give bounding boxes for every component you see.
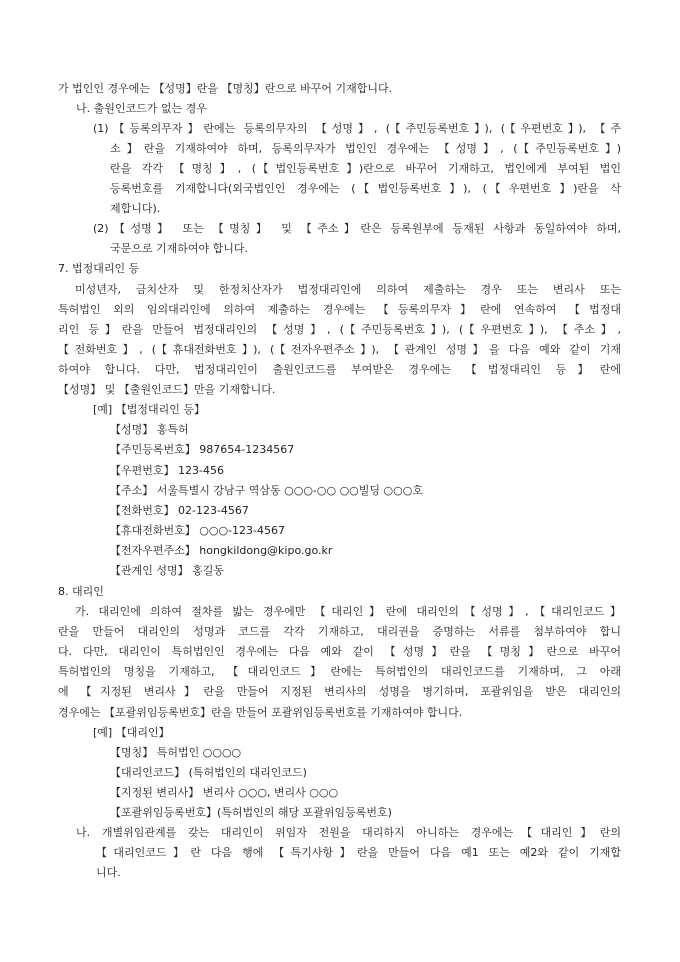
text-line: (2)【성명】 또는 【명칭】 및 【주소】란은 등록원부에 등재된 사항과 동일하여야 하며, xyxy=(93,222,621,235)
text-line: 하여야 합니다. 다만, 법정대리인이 출원인코드를 부여받은 경우에는 【법정대리인 등】란에 xyxy=(58,363,621,376)
example-line: 【포괄위임등록번호】(특허법인의 해당 포괄위임등록번호) xyxy=(110,806,392,819)
text-line: 니다. xyxy=(96,866,121,879)
example-label: [예] 【법정대리인 등】 xyxy=(93,403,205,416)
example-line: 【전자우편주소】 hongkildong@kipo.go.kr xyxy=(110,544,333,557)
example-line: 【주민등록번호】 987654-1234567 xyxy=(110,443,295,456)
example-line: 【우편번호】 123-456 xyxy=(110,464,224,477)
section-heading: 나. 출원인코드가 없는 경우 xyxy=(76,102,207,115)
example-line: 【성명】 홍특허 xyxy=(110,423,189,436)
text-line: 란을 각각 【명칭】, (【법인등록번호】)란으로 바꾸어 기재하고, 법인에게 부여된 법인 xyxy=(110,162,621,175)
text-line: 특허법인의 명칭을 기재하고, 【대리인코드】란에는 특허법인의 대리인코드를 기재하며, 그 아래 xyxy=(58,665,621,678)
text-line: 【성명】 및 【출원인코드】만을 기재합니다. xyxy=(58,383,276,396)
text-line: 가. 대리인에 의하여 절차를 밟는 경우에만 【대리인】란에 대리인의【성명】,【대리인코드】 xyxy=(75,605,621,618)
example-line: 【전화번호】 02-123-4567 xyxy=(110,504,249,517)
text-line: 란을 만들어 대리인의 성명과 코드를 각각 기재하고, 대리권을 증명하는 서류를 첨부하여야 합니 xyxy=(58,625,621,638)
text-line: 등록번호를 기재합니다(외국법인인 경우에는 (【법인등록번호】), (【우편번호】)란을 삭 xyxy=(110,182,621,195)
text-line: 에 【지정된 변리사】란을 만들어 지정된 변리사의 성명을 병기하며, 포괄위임을 받은 대리인의 xyxy=(58,685,621,698)
text-line: 국문으로 기재하여야 합니다. xyxy=(110,242,249,255)
section-heading: 7. 법정대리인 등 xyxy=(58,262,140,275)
example-line: 【대리인코드】 (특허법인의 대리인코드) xyxy=(110,766,307,779)
text-line: 【대리인코드】란 다음 행에 【특기사항】란을 만들어 다음 예1 또는 예2와 같이 기재합 xyxy=(96,846,621,859)
text-line: 소】란을 기재하여야 하며, 등록의무자가 법인인 경우에는 【성명】, (【주민등록번호】) xyxy=(110,142,621,155)
text-line: 제합니다). xyxy=(110,202,161,215)
text-line: 다. 다만, 대리인이 특허법인인 경우에는 다음 예와 같이 【성명】란을 【명칭】란으로 바꾸어 xyxy=(58,645,621,658)
text-line: (1)【등록의무자】란에는 등록의무자의 【성명】, (【주민등록번호】), (【우편번호】), 【주 xyxy=(93,122,621,135)
text-line: 리인 등】란을 만들어 법정대리인의 【성명】, (【주민등록번호】), (【우편번호】), 【주소】, xyxy=(58,323,621,336)
text-line: 미성년자, 금치산자 및 한정치산자가 법정대리인에 의하여 제출하는 경우 또는 변리사 또는 xyxy=(75,283,621,296)
text-line: 가 법인인 경우에는 【성명】란을 【명칭】란으로 바꾸어 기재합니다. xyxy=(58,82,393,95)
example-line: 【휴대전화번호】 ○○○-123-4567 xyxy=(110,524,285,537)
example-line: 【주소】 서울특별시 강남구 역삼동 ○○○-○○ ○○빌딩 ○○○호 xyxy=(110,484,423,497)
example-line: 【명칭】 특허법인 ○○○○ xyxy=(110,746,242,759)
text-line: 【전화번호】, (【휴대전화번호】), (【전자우편주소】), 【관계인 성명】을 다음 예와 같이 기재 xyxy=(58,343,621,356)
example-label: [예] 【대리인】 xyxy=(93,726,170,739)
section-heading: 8. 대리인 xyxy=(58,585,104,598)
example-line: 【관계인 성명】 홍길동 xyxy=(110,564,225,577)
example-line: 【지정된 변리사】 변리사 ○○○, 변리사 ○○○ xyxy=(110,786,339,799)
text-line: 나. 개별위임관계를 갖는 대리인이 위임자 전원을 대리하지 아니하는 경우에는【대리인】란의 xyxy=(76,826,621,839)
text-line: 특허법인 외의 임의대리인에 의하여 제출하는 경우에는 【등록의무자】란에 연속하여 【법정대 xyxy=(58,303,621,316)
text-line: 경우에는 【포괄위임등록번호】란을 만들어 포괄위임등록번호를 기재하여야 합니다. xyxy=(58,706,463,719)
